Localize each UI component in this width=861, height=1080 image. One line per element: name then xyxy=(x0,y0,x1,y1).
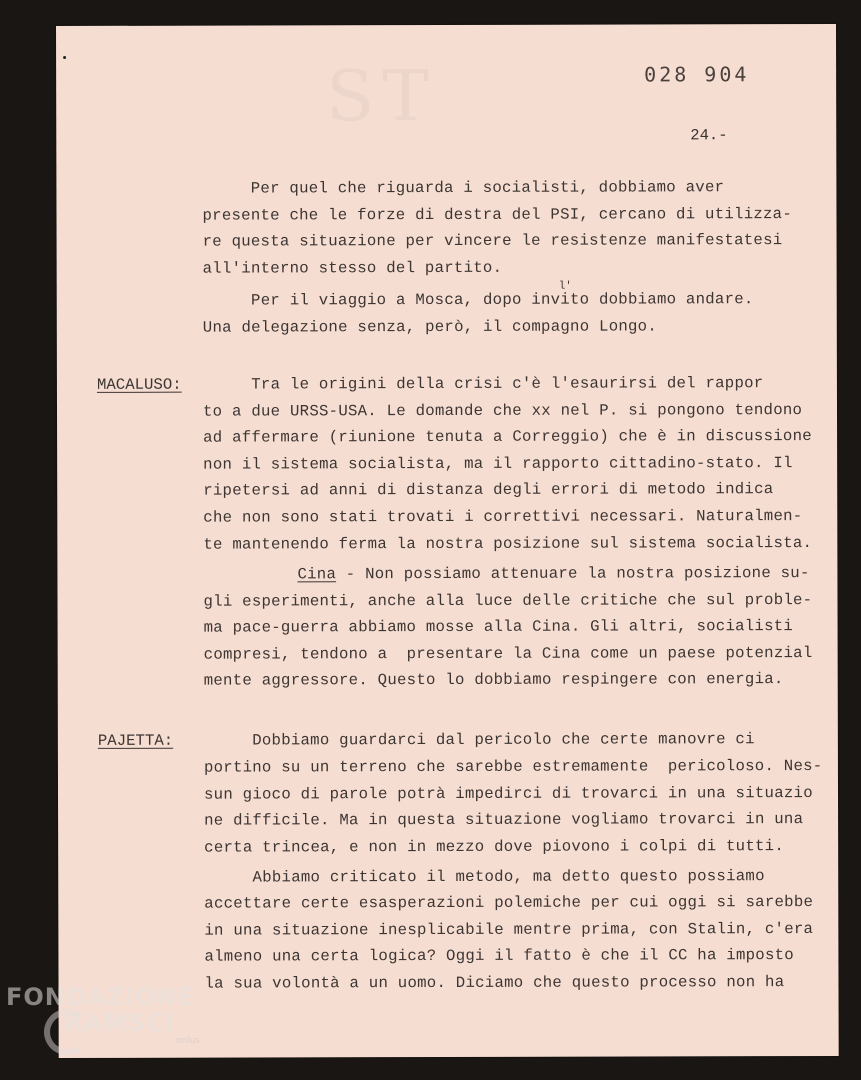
handwritten-superscript: l' xyxy=(558,280,572,293)
text-line: all'interno stesso del partito. xyxy=(202,258,503,278)
page-number: 24.- xyxy=(690,126,728,145)
text-line: re questa situazione per vincere le resistenze manifestatesi xyxy=(202,231,783,251)
archive-number: 028 904 xyxy=(644,62,750,87)
speaker-pajetta: PAJETTA: xyxy=(97,731,174,750)
text-line: mente aggressore. Questo lo dobbiamo respingere con energia. xyxy=(203,670,784,690)
text-line: sun gioco di parole potrà impedirci di trovarci in una situazio xyxy=(203,784,813,804)
text-line: Una delegazione senza, però, il compagno Longo. xyxy=(202,317,658,337)
faint-stamp-watermark: ST xyxy=(326,55,437,138)
text-line: ripetersi ad anni di distanza degli errori di metodo indica xyxy=(203,480,774,500)
text-line: non il sistema socialista, ma il rapporto cittadino-stato. Il xyxy=(203,454,793,474)
text-line: almeno una certa logica? Oggi il fatto è che il CC ha imposto xyxy=(204,946,794,966)
text-line: Dobbiamo guardarci dal pericolo che certe manovre ci xyxy=(203,730,755,750)
text-line: accettare certe esasperazioni polemiche per cui oggi si sarebbe xyxy=(204,893,814,913)
text-line: ne difficile. Ma in questa situazione vogliamo trovarci in una xyxy=(204,810,804,830)
text-line: certa trincea, e non in mezzo dove piovono i colpi di tutti. xyxy=(204,837,785,857)
text-line: Per quel che riguarda i socialisti, dobbiamo aver xyxy=(202,178,725,198)
text-line: presente che le forze di destra del PSI, cercano di utilizza- xyxy=(202,205,793,225)
text-line: Abbiamo criticato il metodo, ma detto questo possiamo xyxy=(204,867,765,887)
text-line: te mantenendo ferma la nostra posizione sul sistema socialista. xyxy=(203,534,813,554)
text-line: ad affermare (riunione tenuta a Correggio) che è in discussione xyxy=(203,427,812,447)
text-line: gli esperimenti, anche alla luce delle critiche che sul proble- xyxy=(203,591,813,611)
text-line: to a due URSS-USA. Le domande che xx nel P. si pongono tendono xyxy=(202,401,803,421)
text-line: ma pace-guerra abbiamo mosse alla Cina. Gli altri, socialisti xyxy=(203,617,794,637)
text-line xyxy=(297,564,809,583)
ink-dot xyxy=(63,56,66,59)
text-line: che non sono stati trovati i correttivi necessari. Naturalmen- xyxy=(203,507,803,527)
text-line: Tra le origini della crisi c'è l'esaurirsi del rappor xyxy=(202,374,764,394)
text-line: in una situazione inesplicabile mentre prima, con Stalin, c'era xyxy=(204,920,814,940)
text-line-rest: - Non possiamo attenuare la nostra posizione su- xyxy=(336,564,810,584)
text-line: compresi, tendono a presentare la Cina come un paese potenzial xyxy=(203,644,813,664)
speaker-macaluso: MACALUSO: xyxy=(96,375,182,394)
text-line: Per il viaggio a Mosca, dopo invito dobbiamo andare. xyxy=(202,290,754,310)
g-logo-icon xyxy=(44,1009,90,1055)
fondazione-gramsci-logo: FONDAZIONE RAMSCI onlus xyxy=(6,985,200,1046)
cina-underlined: Cina xyxy=(297,565,337,584)
document-page xyxy=(56,24,839,1058)
text-line: la sua volontà a un uomo. Diciamo che questo processo non ha xyxy=(204,973,785,993)
text-line: portino su un terreno che sarebbe estremamente pericoloso. Nes- xyxy=(203,756,823,777)
